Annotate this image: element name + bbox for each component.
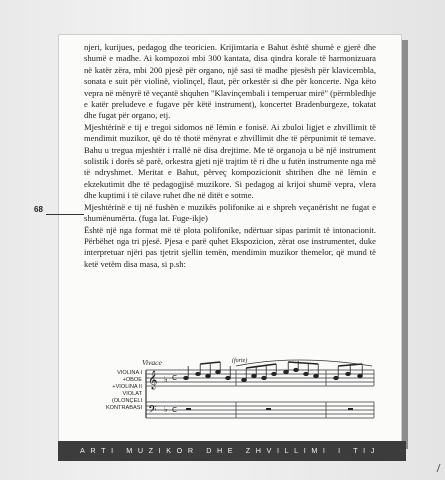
footer-running-title: ARTI MUZIKOR DHE ZHVILLIMI I TIJ bbox=[80, 446, 380, 455]
svg-text:C: C bbox=[172, 374, 177, 382]
instrument-label: VIOLAT bbox=[122, 391, 142, 397]
svg-text:♭: ♭ bbox=[164, 405, 168, 414]
instrument-label: KONTRABASI bbox=[105, 405, 142, 411]
body-text bbox=[84, 42, 376, 270]
page-number: 68 bbox=[34, 205, 43, 214]
dynamic-marking: (forte) bbox=[232, 358, 248, 364]
paragraph-2: Mjeshtërinë e tij e tregoi sidomos në lëmin e fonisë. Ai zbuloi ligjet e zhvillimit të mendimit muzikor, që do të thotë mënyrat e zhvillimit dhe të përpunimit të temave. Bahu u tregua mjeshtër i rrallë në disa drejtime. Me të organoja u bë një instrument solistik i dorës së parë, orkestra gjeti një trajtim të ri dhe u futën instrumente nga më të ndryshmet. Meritat e Bahut, përveç kompozicionit shtrihen dhe në lëmin e ekzekutimit dhe të pedagogjisë muzikore. Si pedagog ai krijoi shumë vepra, vlera dhe kuptimi i të cilave ruhet dhe në ditët e sotme. bbox=[84, 121, 376, 201]
instrument-label: +OBOE bbox=[122, 377, 142, 383]
svg-text:𝄢: 𝄢 bbox=[148, 404, 157, 419]
page-number-rule bbox=[46, 214, 84, 215]
instrument-label: +VIOLINA II bbox=[112, 384, 142, 390]
svg-text:♭: ♭ bbox=[164, 375, 168, 384]
paragraph-1: njeri, kurijues, pedagog dhe teoricien. Krijimtaria e Bahut është shumë e gjerë dhe shumë e madhe. Ai kompozoi mbi 300 kantata, disa qindra korale të harmonizuara në katër zëra, mbi 200 pjesë për organo, një sasi të madhe pjesësh për klavicembla, sonata e suit për violinë, violinçel, flaut, për orkestër si dhe për koncerte. Nga këto vepra në mënyrë të veçantë shquhen "Klavinçembali i temperuar mirë" (përmbledhje e katër preludeve e fugave për këtë instrument), koncertet Bradenburgeze, tokatat dhe fugat për organo, etj. bbox=[84, 42, 376, 121]
tempo-marking: Vivace bbox=[142, 358, 162, 367]
music-staff-illustration bbox=[86, 358, 378, 434]
instrument-label: (OLONÇELI bbox=[111, 398, 142, 404]
svg-text:C: C bbox=[172, 406, 177, 414]
svg-text:𝄞: 𝄞 bbox=[148, 370, 158, 389]
instrument-label: VIOLINA I bbox=[117, 370, 142, 376]
music-score-example bbox=[86, 358, 378, 434]
paragraph-4: Është një nga format më të plota polifonike, ndërtuar sipas parimit të intonacionit. Përbëhet nga tri pjesë. Pjesa e parë quhet Ekspozicion, zërat ose instrumentet, duke interpretuar njëri pas tjetrit sjellin temën, mendimin muzikor themelor, që mund të ketë vetëm disa masa, si p.sh: bbox=[84, 224, 376, 269]
paragraph-3: Mjeshtërinë e tij në fushën e muzikës polifonike ai e shpreh veçanërisht ne fugat e shumënumërta. (fuga lat. Fuge-ikje) bbox=[84, 201, 376, 224]
